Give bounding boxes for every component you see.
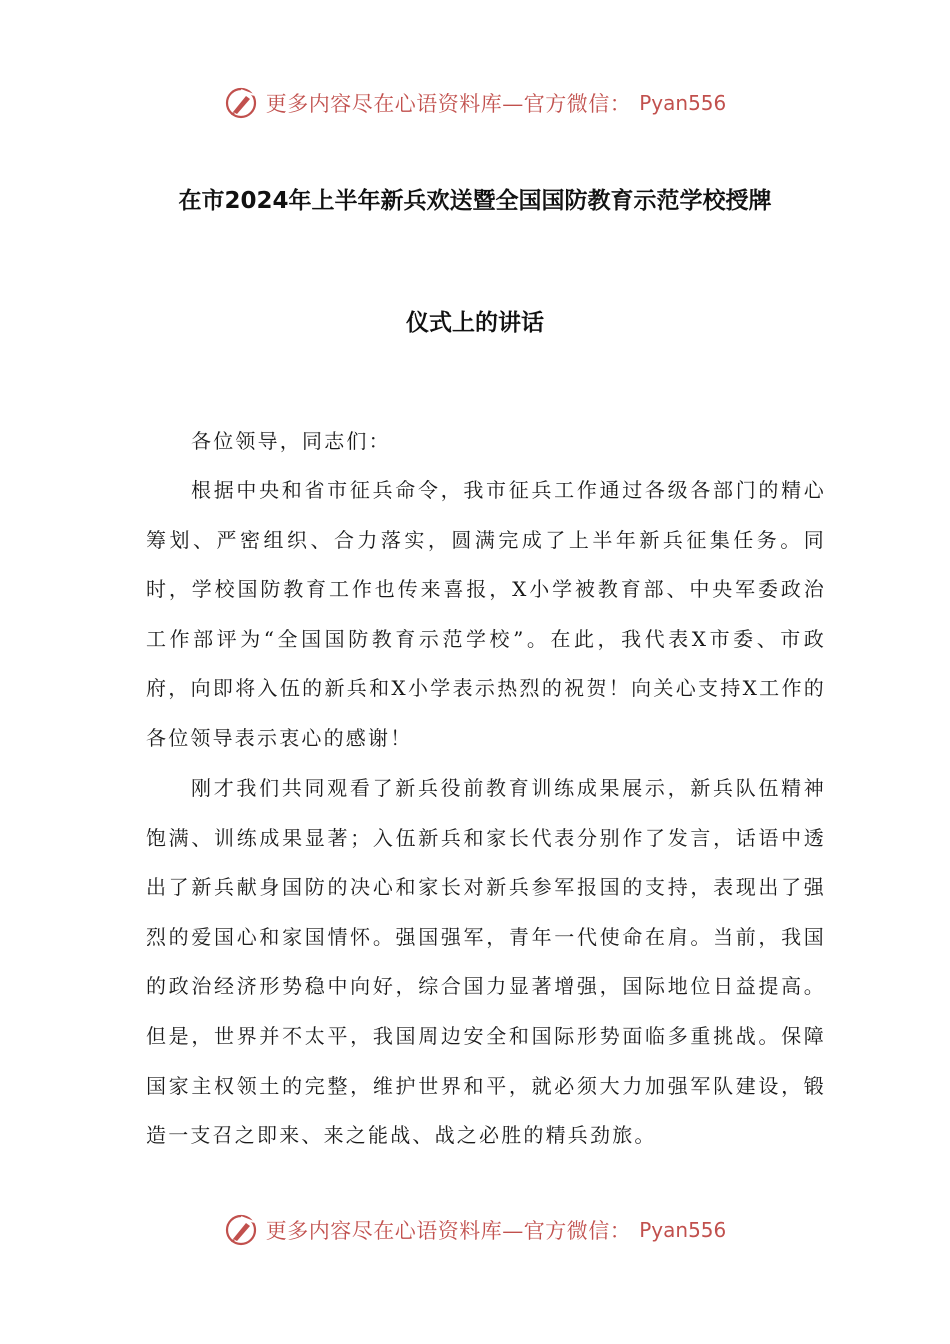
header-watermark	[0, 83, 950, 123]
watermark-account: Pyan556	[639, 91, 727, 115]
pen-nib-logo-icon	[224, 1213, 258, 1247]
body-paragraph-2: 刚才我们共同观看了新兵役前教育训练成果展示，新兵队伍精神饱满、训练成果显著；入伍新兵和家长代表分别作了发言，话语中透出了新兵献身国防的决心和家长对新兵参军报国的支持，表现出了强烈的爱国心和家国情怀。强国强军，青年一代使命在肩。当前，我国的政治经济形势稳中向好，综合国力显著增强，国际地位日益提高。但是，世界并不太平，我国周边安全和国际形势面临多重挑战。保障国家主权领土的完整，维护世界和平，就必须大力加强军队建设，锻造一支召之即来、来之能战、战之必胜的精兵劲旅。	[146, 776, 826, 1148]
body-paragraph-1: 根据中央和省市征兵命令，我市征兵工作通过各级各部门的精心筹划、严密组织、合力落实，圆满完成了上半年新兵征集任务。同时，学校国防教育工作也传来喜报，X小学被教育部、中央军委政治工作部评为“全国国防教育示范学校”。在此，我代表X市委、市政府，向即将入伍的新兵和X小学表示热烈的祝贺！向关心支持X工作的各位领导表示衷心的感谢！	[146, 478, 826, 750]
document-title-line-1: 在市2024年上半年新兵欢送暨全国国防教育示范学校授牌	[178, 188, 772, 214]
watermark-account: Pyan556	[639, 1218, 727, 1242]
watermark-text: 更多内容尽在心语资料库—官方微信：	[265, 92, 632, 116]
pen-nib-logo-icon	[224, 86, 258, 120]
footer-watermark	[0, 1210, 950, 1250]
document-title-line-2: 仪式上的讲话	[406, 310, 544, 336]
salutation-paragraph: 各位领导，同志们：	[191, 429, 391, 453]
watermark-text: 更多内容尽在心语资料库—官方微信：	[265, 1219, 632, 1243]
